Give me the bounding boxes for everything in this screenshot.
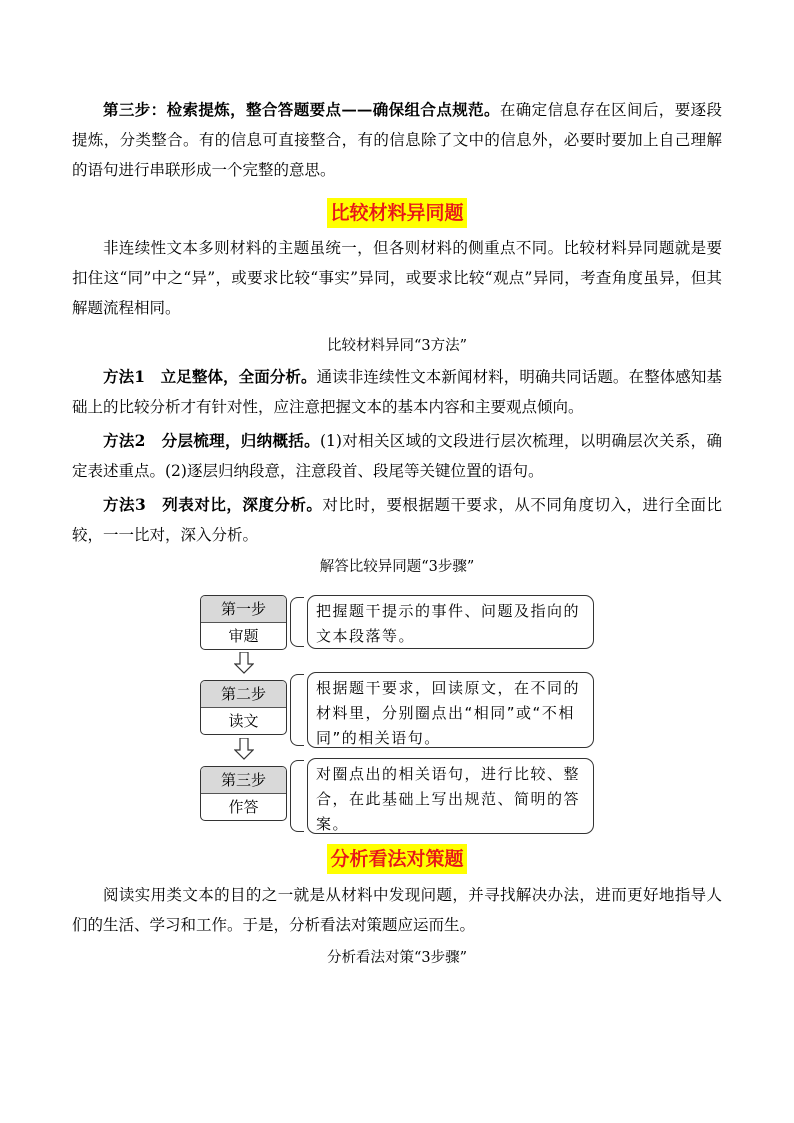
method-3-label: 方法3 列表对比，深度分析。 [103, 495, 323, 514]
step-2-desc: 根据题干要求，回读原文，在不同的材料里，分别圈点出“相同”或“不相同”的相关语句。 [307, 672, 594, 748]
step3-body: 在确定信息存在区间后，要逐段提炼，分类整合。有的信息可直接整合，有的信息除了文中的信息外，必要时要加上自己理解的语句进行串联形成一个完整的意思。 [72, 101, 722, 179]
step-2-label: 第二步 [201, 681, 286, 708]
step-3-desc: 对圈点出的相关语句，进行比较、整合，在此基础上写出规范、简明的答案。 [307, 758, 594, 834]
compare-intro: 非连续性文本多则材料的主题虽统一，但各则材料的侧重点不同。比较材料异同题就是要扣住这“同”中之“异”，或要求比较“事实”异同，或要求比较“观点”异同，考查角度虽异，但其解题流程相同。 [72, 239, 722, 317]
method-2-label: 方法2 分层梳理，归纳概括。 [103, 431, 320, 450]
down-arrow-icon [234, 652, 254, 674]
heading-compare: 比较材料异同题 [327, 198, 466, 228]
method-1-label: 方法1 立足整体，全面分析。 [103, 367, 317, 386]
steps-title: 解答比较异同题“3步骤” [319, 559, 475, 575]
heading-compare-wrap [0, 198, 794, 228]
analysis-intro: 阅读实用类文本的目的之一就是从材料中发现问题，并寻找解决办法，进而更好地指导人们的生活、学习和工作。于是，分析看法对策题应运而生。 [72, 886, 722, 934]
step-1-label: 第一步 [201, 596, 286, 623]
step-1-desc: 把握题干提示的事件、问题及指向的文本段落等。 [307, 595, 594, 649]
step-2-bracket [290, 674, 304, 746]
step-1-box [200, 595, 287, 650]
step-3-label: 第三步 [201, 767, 286, 794]
step-2-box [200, 680, 287, 735]
step-1-bracket [290, 597, 304, 647]
method-3 [72, 490, 722, 550]
method-2 [72, 426, 722, 486]
methods-title: 比较材料异同“3方法” [326, 338, 468, 354]
heading-analysis: 分析看法对策题 [327, 844, 466, 874]
step-2-name: 读文 [228, 712, 259, 730]
step-1-name: 审题 [228, 627, 259, 645]
step-3-name: 作答 [228, 798, 259, 816]
method-2-text: (1)对相关区域的文段进行层次梳理，以明确层次关系，确定表述重点。(2)逐层归纳段意，注意段首、段尾等关键位置的语句。 [72, 432, 722, 480]
step-3-bracket [290, 760, 304, 832]
method-1-text: 通读非连续性文本新闻材料，明确共同话题。在整体感知基础上的比较分析才有针对性，应注意把握文本的基本内容和主要观点倾向。 [72, 368, 722, 416]
step3-paragraph [72, 95, 722, 185]
heading-analysis-wrap [0, 844, 794, 874]
down-arrow-icon [234, 738, 254, 760]
analysis-title: 分析看法对策“3步骤” [326, 950, 468, 966]
step3-lead: 第三步：检索提炼，整合答题要点——确保组合点规范。 [103, 100, 500, 119]
method-3-text: 对比时，要根据题干要求，从不同角度切入，进行全面比较，一一比对，深入分析。 [72, 496, 722, 544]
step-3-box [200, 766, 287, 821]
method-1 [72, 362, 722, 422]
